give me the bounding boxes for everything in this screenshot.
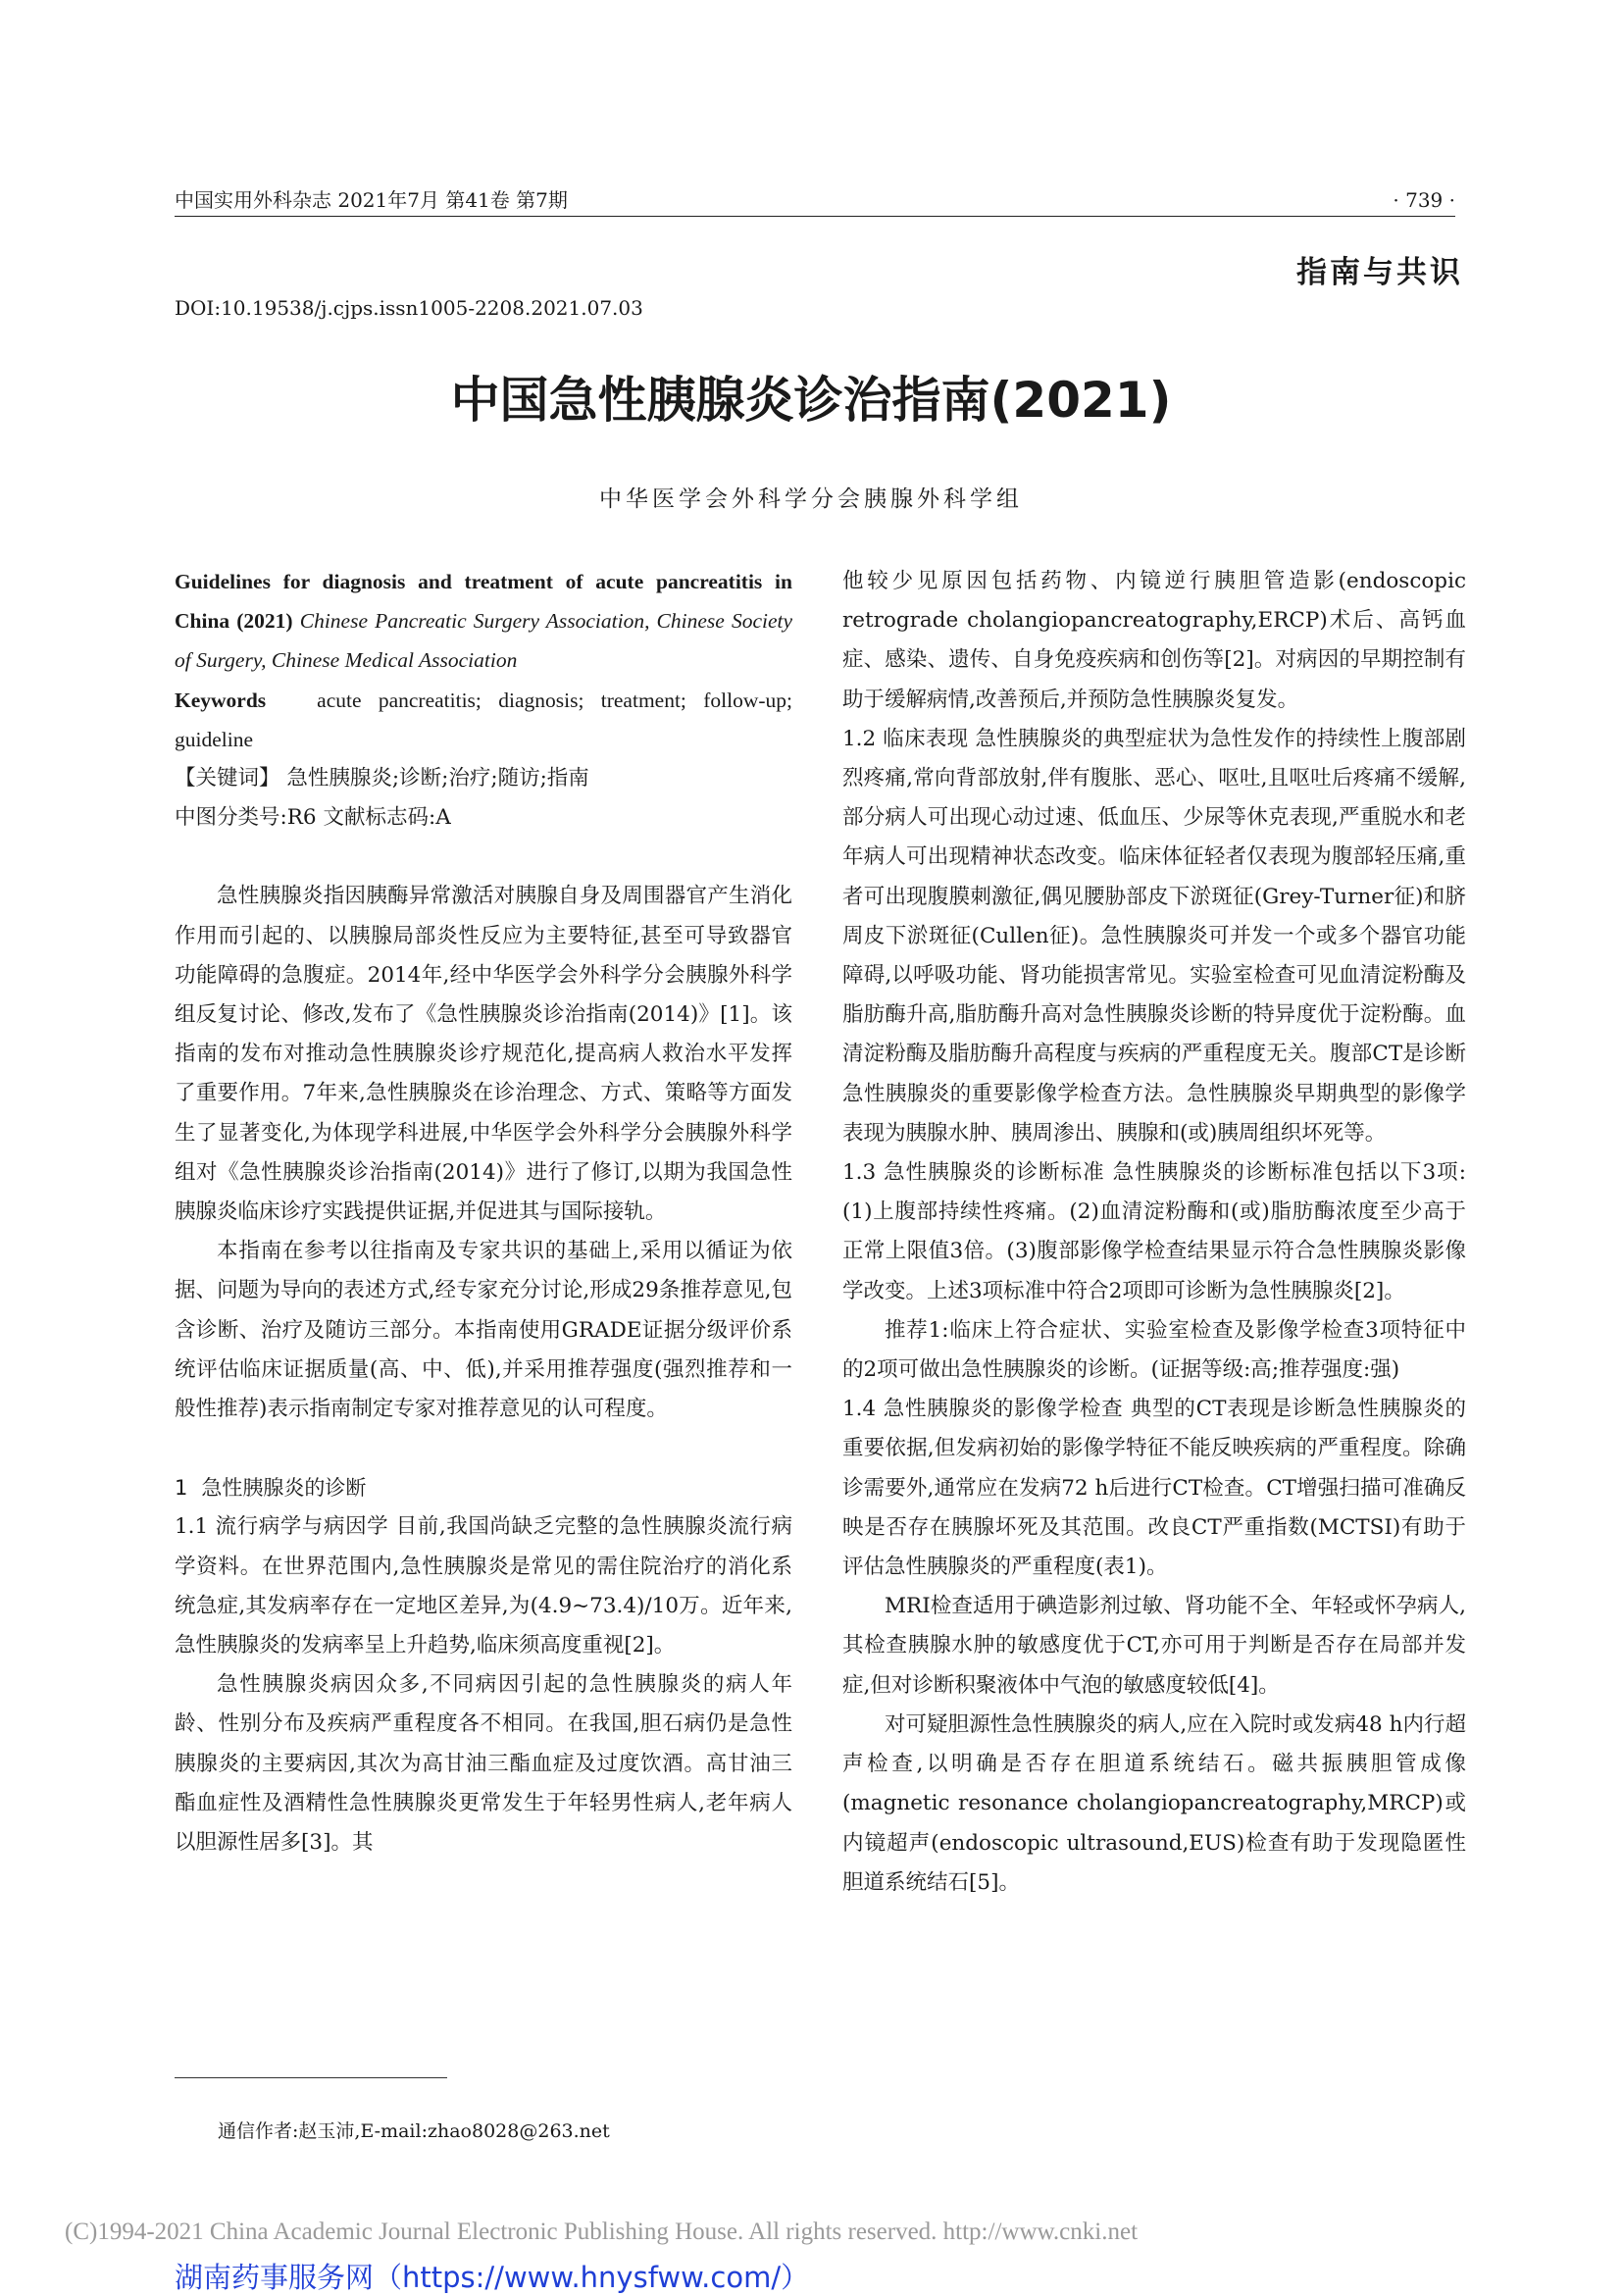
section-1-1-paragraph: 1.1 流行病学与病因学 目前,我国尚缺乏完整的急性胰腺炎流行病学资料。在世界范围内,急性胰腺炎是常见的需住院治疗的消化系统急症,其发病率存在一定地区差异,为(4.9~73.4)/10万。近年来,急性胰腺炎的发病率呈上升趋势,临床须高度重视[2]。	[175, 1514, 792, 1658]
right-column	[842, 562, 1466, 1903]
english-authors: Chinese Pancreatic Surgery Association, Chinese Society of Surgery, Chinese Medical Association	[175, 609, 793, 673]
classification: 中图分类号:R6 文献标志码:A	[175, 805, 451, 831]
doi: DOI:10.19538/j.cjps.issn1005-2208.2021.07.03	[175, 296, 643, 320]
etiology-paragraph: 急性胰腺炎病因众多,不同病因引起的急性胰腺炎的病人年龄、性别分布及疾病严重程度各不相同。在我国,胆石病仍是急性胰腺炎的主要病因,其次为高甘油三酯血症及过度饮酒。高甘油三酯血症性及酒精性急性胰腺炎更常发生于年轻男性病人,老年病人以胆源性居多[3]。其	[175, 1672, 792, 1856]
section-1-heading	[175, 1468, 792, 1507]
section-1-title: 急性胰腺炎的诊断	[201, 1476, 367, 1501]
left-column	[175, 562, 792, 1862]
intro-paragraph-2: 本指南在参考以往指南及专家共识的基础上,采用以循证为依据、问题为导向的表述方式,经专家充分讨论,形成29条推荐意见,包含诊断、治疗及随访三部分。本指南使用GRADE证据分级评价系统评估临床证据质量(高、中、低),并采用推荐强度(强烈推荐和一般性推荐)表示指南制定专家对推荐意见的认可程度。	[175, 1239, 792, 1422]
running-header	[175, 186, 1455, 217]
article-title: 中国急性胰腺炎诊治指南(2021)	[450, 372, 1172, 429]
recommendation-1: 推荐1:临床上符合症状、实验室检查及影像学检查3项特征中的2项可做出急性胰腺炎的诊断。(证据等级:高;推荐强度:强)	[842, 1317, 1466, 1383]
copyright-notice: (C)1994-2021 China Academic Journal Electronic Publishing House. All rights reserved. http://www.cnki.net	[65, 2219, 1139, 2245]
page-number: · 739 ·	[1393, 188, 1455, 212]
english-title: Guidelines for diagnosis and treatment of acute pancreatitis in China (2021)	[175, 570, 792, 634]
article-authors: 中华医学会外科学分会胰腺外科学组	[599, 486, 1023, 512]
biliary-paragraph: 对可疑胆源性急性胰腺炎的病人,应在入院时或发病48 h内行超声检查,以明确是否存在胆道系统结石。磁共振胰胆管成像(magnetic resonance cholangiopancreatography,MRCP)或内镜超声(endoscopic ultrasound,EUS)检查有助于发现隐匿性胆道系统结石[5]。	[842, 1711, 1466, 1895]
english-keywords	[175, 681, 792, 759]
footnote-divider	[175, 2077, 447, 2078]
keywords-text: acute pancreatitis; diagnosis; treatment; follow-up; guideline	[175, 688, 792, 751]
corresponding-author: 通信作者:赵玉沛,E-mail:zhao8028@263.net	[218, 2120, 610, 2142]
spacer	[175, 1429, 792, 1468]
section-1-2-paragraph: 1.2 临床表现 急性胰腺炎的典型症状为急性发作的持续性上腹部剧烈疼痛,常向背部放射,伴有腹胀、恶心、呕吐,且呕吐后疼痛不缓解,部分病人可出现心动过速、低血压、少尿等休克表现,严重脱水和老年病人可出现精神状态改变。临床体征轻者仅表现为腹部轻压痛,重者可出现腹膜刺激征,偶见腰胁部皮下淤斑征(Grey-Turner征)和脐周皮下淤斑征(Cullen征)。急性胰腺炎可并发一个或多个器官功能障碍,以呼吸功能、肾功能损害常见。实验室检查可见血清淀粉酶及脂肪酶升高,脂肪酶升高对急性胰腺炎诊断的特异度优于淀粉酶。血清淀粉酶及脂肪酶升高程度与疾病的严重程度无关。腹部CT是诊断急性胰腺炎的重要影像学检查方法。急性胰腺炎早期典型的影像学表现为胰腺水肿、胰周渗出、胰腺和(或)胰周组织坏死等。	[842, 726, 1466, 1146]
keywords-label: Keywords	[175, 688, 267, 712]
chinese-keywords: 【关键词】 急性胰腺炎;诊断;治疗;随访;指南	[175, 766, 589, 791]
section-1-3-paragraph: 1.3 急性胰腺炎的诊断标准 急性胰腺炎的诊断标准包括以下3项:(1)上腹部持续性疼痛。(2)血清淀粉酶和(或)脂肪酶浓度至少高于正常上限值3倍。(3)腹部影像学检查结果显示符合急性胰腺炎影像学改变。上述3项标准中符合2项即可诊断为急性胰腺炎[2]。	[842, 1160, 1466, 1303]
section-1-number: 1	[175, 1476, 188, 1501]
english-title-block	[175, 562, 792, 681]
intro-paragraph-1: 急性胰腺炎指因胰酶异常激活对胰腺自身及周围器官产生消化作用而引起的、以胰腺局部炎性反应为主要特征,甚至可导致器官功能障碍的急腹症。2014年,经中华医学会外科学分会胰腺外科学组反复讨论、修改,发布了《急性胰腺炎诊治指南(2014)》[1]。该指南的发布对推动急性胰腺炎诊疗规范化,提高病人救治水平发挥了重要作用。7年来,急性胰腺炎在诊治理念、方式、策略等方面发生了显著变化,为体现学科进展,中华医学会外科学分会胰腺外科学组对《急性胰腺炎诊治指南(2014)》进行了修订,以期为我国急性胰腺炎临床诊疗实践提供证据,并促进其与国际接轨。	[175, 884, 792, 1225]
section-1-4-paragraph: 1.4 急性胰腺炎的影像学检查 典型的CT表现是诊断急性胰腺炎的重要依据,但发病初始的影像学特征不能反映疾病的严重程度。除确诊需要外,通常应在发病72 h后进行CT检查。CT增强扫描可准确反映是否存在胰腺坏死及其范围。改良CT严重指数(MCTSI)有助于评估急性胰腺炎的严重程度(表1)。	[842, 1397, 1466, 1580]
journal-info: 中国实用外科杂志 2021年7月 第41卷 第7期	[175, 188, 568, 212]
section-tag: 指南与共识	[1296, 255, 1463, 290]
spacer	[175, 838, 792, 877]
mri-paragraph: MRI检查适用于碘造影剂过敏、肾功能不全、年轻或怀孕病人,其检查胰腺水肿的敏感度优于CT,亦可用于判断是否存在局部并发症,但对诊断积聚液体中气泡的敏感度较低[4]。	[842, 1594, 1466, 1698]
etiology-continued: 他较少见原因包括药物、内镜逆行胰胆管造影(endoscopic retrograde cholangiopancreatography,ERCP)术后、高钙血症、感染、遗传、自身免疫疾病和创伤等[2]。对病因的早期控制有助于缓解病情,改善预后,并预防急性胰腺炎复发。	[842, 569, 1466, 712]
source-watermark-link[interactable]: 湖南药事服务网（https://www.hnysfww.com/）	[175, 2261, 810, 2294]
